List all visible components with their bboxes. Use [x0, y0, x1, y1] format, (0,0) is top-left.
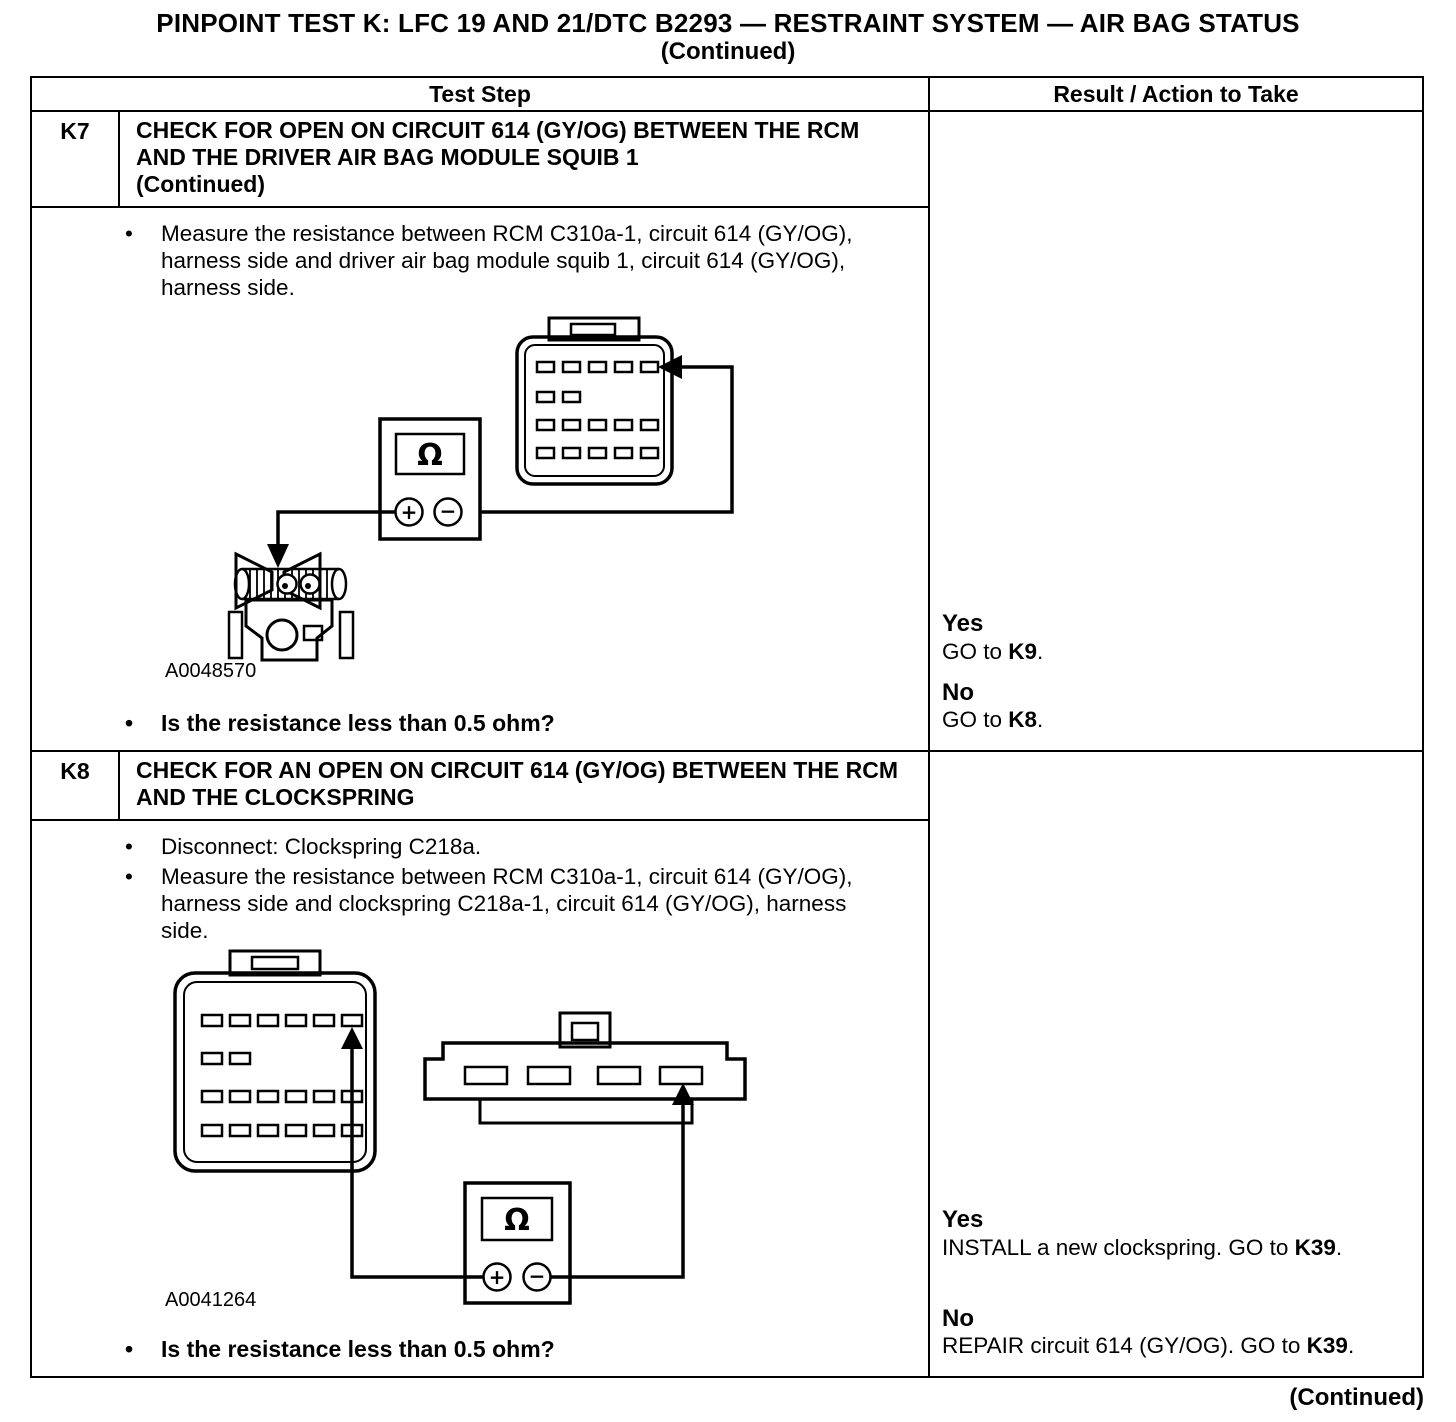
result-no-group: [942, 1305, 1408, 1360]
ohm-symbol: Ω: [417, 438, 443, 474]
page-title: PINPOINT TEST K: LFC 19 AND 21/DTC B2293 — RESTRAINT SYSTEM — AIR BAG STATUS: [156, 8, 1300, 38]
test-row-k7: [32, 112, 1422, 752]
clockspring-connector-icon: [425, 1013, 745, 1123]
result-action: [942, 639, 1408, 666]
minus-terminal: −: [528, 1264, 546, 1289]
result-cell-k7: [930, 112, 1422, 750]
instruction-bullet: [32, 833, 928, 860]
result-action: [942, 1235, 1408, 1262]
bullet-icon: [125, 1336, 161, 1364]
ohmmeter-icon: [465, 1183, 570, 1303]
probe-arrow-up-right-icon: [672, 1083, 694, 1105]
action-text-end: .: [1037, 638, 1044, 664]
step-body-k8: [32, 821, 928, 1376]
action-text-end: .: [1037, 707, 1044, 733]
airbag-squib-icon: [229, 554, 353, 660]
plus-terminal: +: [488, 1265, 506, 1290]
step-title-text: CHECK FOR AN OPEN ON CIRCUIT 614 (GY/OG) BETWEEN THE RCM AND THE CLOCKSPRING: [136, 757, 899, 811]
instruction-text: Disconnect: Clockspring C218a.: [161, 834, 482, 860]
action-text: REPAIR circuit 614 (GY/OG). GO to: [942, 1333, 1307, 1359]
figure-label: A0048570: [165, 660, 257, 683]
plus-terminal: +: [400, 500, 418, 525]
bullet-icon: [125, 833, 161, 860]
rcm-connector-icon: [517, 318, 672, 484]
step-body-k7: [32, 208, 928, 750]
result-answer: Yes: [942, 610, 984, 638]
step-title-text: CHECK FOR OPEN ON CIRCUIT 614 (GY/OG) BETWEEN THE RCM AND THE DRIVER AIR BAG MODULE SQUIB 1: [136, 117, 860, 171]
result-no-group: [942, 679, 1408, 734]
instruction-text: Measure the resistance between RCM C310a-1, circuit 614 (GY/OG), harness side and driver air bag module squib 1, circuit 614 (GY/OG), harness side.: [161, 221, 853, 301]
bullet-icon: [125, 220, 161, 301]
bullet-icon: [125, 710, 161, 738]
action-text: INSTALL a new clockspring. GO to: [942, 1234, 1295, 1260]
ohmmeter-icon: [380, 419, 480, 539]
probe-arrow-down-icon: [267, 544, 289, 568]
question-bullet: [32, 710, 928, 750]
result-action-column-header: Result / Action to Take: [1053, 80, 1299, 107]
figure-label: A0041264: [165, 1289, 257, 1312]
result-action: [942, 1333, 1408, 1360]
result-answer: Yes: [942, 1206, 984, 1234]
probe-arrow-left-icon: [658, 355, 682, 379]
instruction-bullet: [32, 863, 928, 944]
pinpoint-test-table: [30, 76, 1424, 1378]
step-header-k7: [32, 112, 928, 208]
step-number-k8: K8: [32, 752, 120, 819]
test-row-k8: [32, 752, 1422, 1376]
k8-measurement-diagram: [32, 947, 928, 1332]
question-text: Is the resistance less than 0.5 ohm?: [161, 1336, 555, 1363]
step-title-k7: [120, 112, 928, 206]
page-subtitle: (Continued): [660, 38, 796, 65]
action-text-end: .: [1335, 1234, 1343, 1260]
test-step-cell-k8: [32, 752, 930, 1376]
action-step-ref: K39: [1294, 1234, 1336, 1260]
result-action: [942, 707, 1408, 734]
result-yes-group: [942, 1206, 1408, 1261]
action-step-ref: K8: [1008, 707, 1038, 733]
table-header-row: [32, 78, 1422, 112]
connector-pins: [202, 1015, 362, 1136]
bullet-icon: [125, 863, 161, 944]
connector-slots: [465, 1067, 702, 1084]
action-text-end: .: [1347, 1333, 1355, 1359]
action-step-ref: K9: [1008, 638, 1038, 664]
action-text: GO to: [942, 707, 1009, 733]
minus-terminal: −: [439, 499, 457, 524]
step-title-k8: [120, 752, 928, 819]
test-step-cell-k7: [32, 112, 930, 750]
instruction-text: Measure the resistance between RCM C310a-1, circuit 614 (GY/OG), harness side and clockspring C218a-1, circuit 614 (GY/OG), harness side.: [161, 864, 853, 944]
connector-pins: [537, 362, 658, 458]
page-footer-continued: (Continued): [1289, 1384, 1424, 1411]
result-yes-group: [942, 610, 1408, 665]
k8-circuit-diagram: [32, 947, 928, 1332]
instruction-bullet: [32, 220, 928, 301]
step-header-k8: [32, 752, 928, 821]
step-number-k7: K7: [32, 112, 120, 206]
k7-circuit-diagram: [32, 304, 928, 699]
ohm-symbol: Ω: [504, 1203, 530, 1239]
k7-measurement-diagram: [32, 304, 928, 699]
test-step-column-header: Test Step: [32, 78, 930, 110]
rcm-connector-icon: [175, 951, 375, 1171]
result-cell-k8: [930, 752, 1422, 1376]
question-bullet: [32, 1336, 928, 1376]
action-text: GO to: [942, 638, 1009, 664]
question-text: Is the resistance less than 0.5 ohm?: [161, 710, 555, 737]
probe-arrow-up-left-icon: [341, 1027, 363, 1049]
result-answer: No: [942, 1305, 974, 1333]
action-step-ref: K39: [1306, 1333, 1348, 1359]
result-answer: No: [942, 679, 974, 707]
step-title-continued: (Continued): [136, 171, 266, 198]
